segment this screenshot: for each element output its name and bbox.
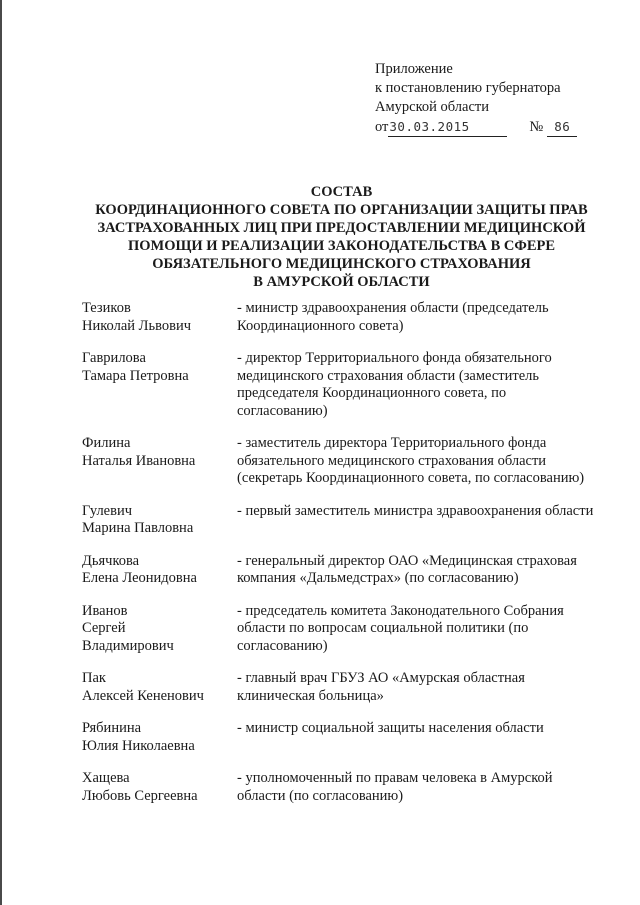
member-given-name: Юлия Николаевна: [82, 737, 195, 754]
member-row: [78, 300, 598, 335]
member-name: [78, 553, 237, 588]
member-role: - заместитель директора Территориального фонда обязательного медицинского страхования области (секретарь Координационного совета, по согласованию): [237, 435, 585, 486]
member-given-name: Николай Львович: [82, 317, 191, 334]
member-surname: Пак: [82, 670, 106, 686]
appendix-line-2: к постановлению губернатора: [375, 80, 561, 96]
member-role: - председатель комитета Законодательного Собрания области по вопросам социальной политики (по согласованию): [237, 602, 564, 654]
appendix-block: [375, 60, 577, 137]
member-patronymic: Владимирович: [82, 637, 174, 654]
member-role: - министр социальной защиты населения области: [237, 720, 544, 736]
member-given-name: Марина Павловна: [82, 520, 194, 536]
member-row: [78, 720, 598, 755]
member-name: [78, 720, 237, 755]
member-given-name: Алексей Кененович: [82, 687, 204, 704]
member-surname: Хащева: [82, 770, 130, 786]
member-role: - генеральный директор ОАО «Медицинская страховая компания «Дальмедстрах» (по согласованию): [237, 552, 577, 586]
appendix-line-3: Амурской области: [375, 99, 489, 115]
members-list: [78, 300, 598, 820]
member-given-name: Елена Леонидовна: [82, 570, 197, 586]
member-name: [78, 503, 237, 538]
member-surname: Гулевич: [82, 502, 133, 519]
member-surname: Гаврилова: [82, 350, 146, 366]
title-line-1: СОСТАВ: [310, 184, 373, 200]
scan-edge: [0, 0, 2, 905]
appendix-date-line: [375, 117, 577, 137]
member-name: [78, 350, 237, 420]
title-line-2: КООРДИНАЦИОННОГО СОВЕТА ПО ОРГАНИЗАЦИИ ЗАЩИТЫ ПРАВ: [95, 202, 588, 218]
member-row: [78, 770, 598, 805]
member-surname: Филина: [82, 435, 131, 451]
title-line-5: ОБЯЗАТЕЛЬНОГО МЕДИЦИНСКОГО СТРАХОВАНИЯ: [152, 256, 531, 272]
member-row: [78, 553, 598, 588]
number-label: №: [529, 119, 544, 135]
member-row: [78, 503, 598, 538]
member-name: [78, 770, 237, 805]
member-given-name: Сергей: [82, 620, 126, 636]
member-surname: Тезиков: [82, 300, 131, 316]
title-line-6: В АМУРСКОЙ ОБЛАСТИ: [253, 274, 430, 290]
appendix-line-1: Приложение: [375, 61, 453, 77]
member-name: [78, 670, 237, 705]
document-number: 86: [547, 117, 577, 137]
member-row: [78, 603, 598, 656]
member-surname: Иванов: [82, 602, 128, 619]
member-surname: Дьячкова: [82, 552, 140, 569]
member-given-name: Тамара Петровна: [82, 367, 189, 384]
member-row: [78, 670, 598, 705]
member-role: - главный врач ГБУЗ АО «Амурская областная клиническая больница»: [237, 670, 525, 704]
member-row: [78, 435, 598, 488]
document-date: 30.03.2015: [388, 117, 507, 137]
title-line-3: ЗАСТРАХОВАННЫХ ЛИЦ ПРИ ПРЕДОСТАВЛЕНИИ МЕДИЦИНСКОЙ: [97, 220, 586, 236]
member-role: - уполномоченный по правам человека в Амурской области (по согласованию): [237, 770, 553, 804]
member-role: - директор Территориального фонда обязательного медицинского страхования области (заместитель председателя Координационного совета, по согласованию): [237, 350, 552, 419]
member-name: [78, 300, 237, 335]
member-name: [78, 603, 237, 656]
member-given-name: Любовь Сергеевна: [82, 787, 198, 804]
title-line-4: ПОМОЩИ И РЕАЛИЗАЦИИ ЗАКОНОДАТЕЛЬСТВА В СФЕРЕ: [127, 238, 556, 254]
member-role: - первый заместитель министра здравоохранения области: [237, 502, 594, 519]
member-row: [78, 350, 598, 420]
date-prefix: от: [375, 119, 389, 135]
member-surname: Рябинина: [82, 720, 142, 736]
member-given-name: Наталья Ивановна: [82, 452, 196, 469]
member-role: - министр здравоохранения области (председатель Координационного совета): [237, 300, 549, 334]
member-name: [78, 435, 237, 488]
document-title: [60, 183, 623, 291]
